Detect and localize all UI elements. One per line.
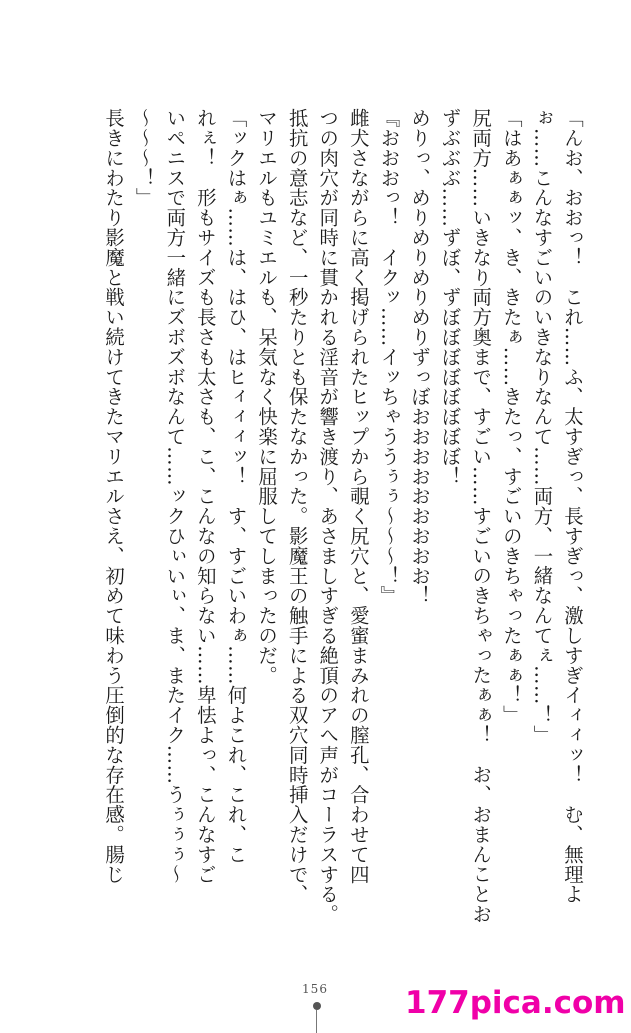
text-line: 抵抗の意志など、一秒たりとも保たなかった。影魔王の触手による双穴同時挿入だけで、 [285, 108, 309, 904]
text-line: 雌犬さながらに高く掲げられたヒップから覗く尻穴と、愛蜜まみれの膣孔、合わせて四 [346, 108, 370, 885]
text-line: ぉ……こんなすごいのいきなりなんて……両方、一緒なんてぇ……！」 [530, 108, 554, 745]
text-line: いペニスで両方一緒にズボズボなんて……ックひぃいぃ、ま、またイク……うぅぅぅ～ [163, 108, 187, 885]
page-marker-line [316, 1010, 317, 1033]
text-line: つの肉穴が同時に貫かれる淫音が響き渡り、あさましすぎる絶頂のアへ声がコーラスする。 [316, 108, 340, 924]
page-number: 156 [302, 982, 328, 996]
body-text [98, 108, 588, 948]
text-line: めりっ、めりめりめりめりずっぼおおおおおおおおお！ [408, 108, 432, 606]
text-line: ずぶぶぶ……ずぼ、ずぼぼぼぼぼぼぼぼ！ [438, 108, 462, 487]
page-marker-dot-icon [313, 1002, 321, 1010]
text-line: マリエルもユミエルも、呆気なく快楽に屈服してしまったのだ。 [255, 108, 279, 686]
text-line: 「はあぁぁッ、き、きたぁ……きたっ、すごいのきちゃったぁぁ！」 [499, 108, 523, 725]
text-line: 「んお、おおっ！ これ……ふ、太すぎっ、長すぎっ、激しすぎイィィッ！ む、無理よ [561, 108, 584, 904]
text-line: ～～～！」 [132, 108, 156, 208]
text-line: 『おおおっ！ イクッ……イッちゃううぅぅ～～～！』 [377, 108, 401, 606]
text-line: れぇ！ 形もサイズも長さも太さも、こ、こんなの知らない……卑怯よっ、こんなすご [193, 108, 217, 885]
text-line: 「ックはぁ……は、はひ、はヒィィィッ！ す、すごいわぁ……何よこれ、これ、こ [224, 108, 248, 865]
text-line: 長きにわたり影魔と戦い続けてきたマリエルさえ、初めて味わう圧倒的な存在感。腸じ [102, 108, 126, 885]
text-line: 尻両方……いきなり両方奥まで、すごい……すごいのきちゃったぁぁ！ お、おまんことお [469, 108, 493, 924]
watermark: 177pica.com [405, 985, 626, 1021]
